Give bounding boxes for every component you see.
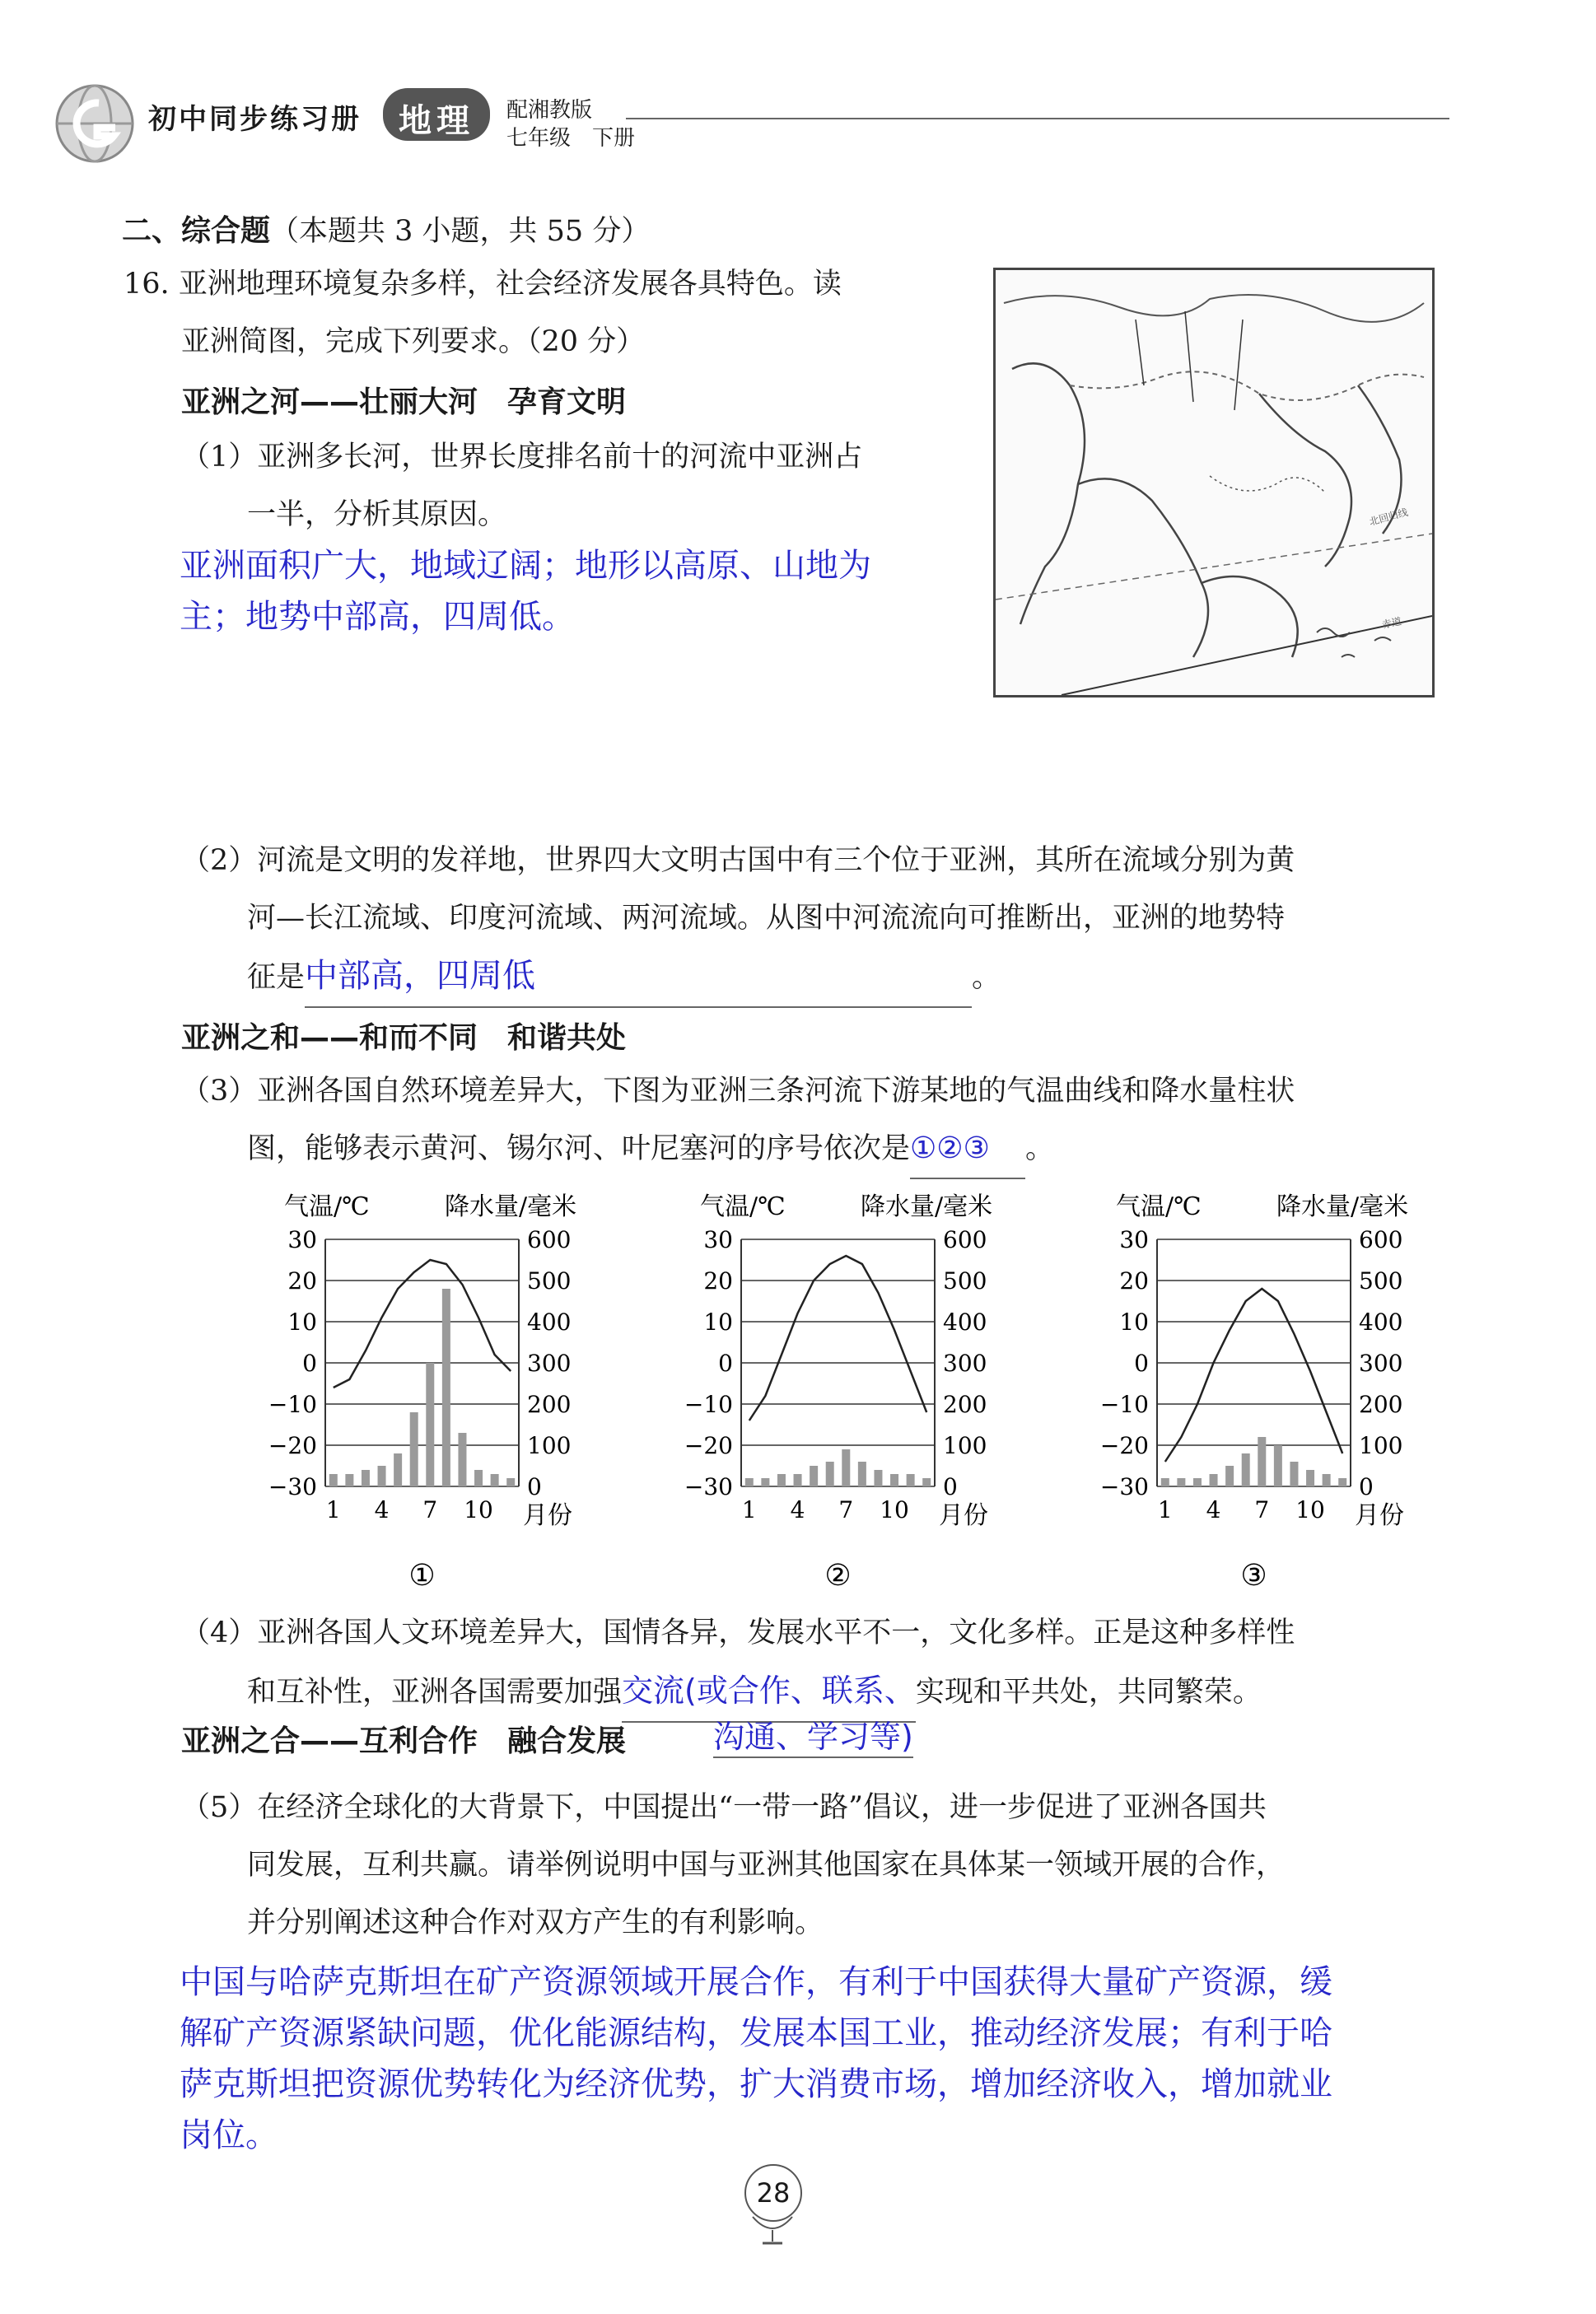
part-5-line1: （5）在经济全球化的大背景下，中国提出“一带一路”倡议，进一步促进了亚洲各国共 [181, 1791, 1267, 1824]
chart-precip-tick: 200 [943, 1391, 987, 1418]
precip-bar [907, 1474, 915, 1486]
answer-2: 中部高，四周低 [305, 957, 536, 995]
precip-bar [1323, 1474, 1331, 1486]
part-5 [181, 1779, 1285, 1952]
precip-bar [761, 1478, 769, 1486]
chart-temp-tick: −10 [684, 1391, 733, 1418]
precip-bar [874, 1470, 882, 1486]
q16-intro-line1: 亚洲地理环境复杂多样，社会经济发展各具特色。读 [178, 268, 842, 301]
chart-xlabel: 月份 [1355, 1501, 1404, 1530]
precip-bar [858, 1462, 866, 1486]
chart-month-tick: 10 [464, 1496, 493, 1523]
asia-map [993, 268, 1435, 697]
chart-xlabel: 月份 [523, 1501, 572, 1530]
globe-stand-icon [749, 2215, 796, 2248]
part-1-line1: （1）亚洲多长河，世界长度排名前十的河流中亚洲占 [181, 441, 863, 474]
part-1-line2: 一半，分析其原因。 [247, 498, 507, 531]
header-rule [626, 118, 1449, 119]
chart-temp-tick: −10 [268, 1391, 317, 1418]
precip-bar [922, 1478, 931, 1486]
book-title: 初中同步练习册 [148, 103, 362, 136]
chart-id-label: ② [824, 1559, 852, 1593]
subject-text: 地理 [399, 102, 474, 140]
part-2-line1: （2）河流是文明的发祥地，世界四大文明古国中有三个位于亚洲，其所在流域分别为黄 [181, 844, 1295, 877]
precip-bar [1274, 1445, 1282, 1486]
chart-month-tick: 1 [325, 1496, 341, 1523]
grade-label: 七年级 下册 [506, 126, 636, 151]
chart-temp-tick: 10 [703, 1309, 733, 1336]
precip-bar [442, 1289, 450, 1486]
chart-ylabel-right: 降水量/毫米 [1276, 1192, 1409, 1221]
chart-precip-tick: 500 [943, 1267, 987, 1295]
part-4-line1: （4）亚洲各国人文环境差异大，国情各异，发展水平不一，文化多样。正是这种多样性 [181, 1617, 1295, 1649]
climate-charts [247, 1182, 1449, 1593]
chart-month-tick: 10 [880, 1496, 909, 1523]
precip-bar [1193, 1478, 1202, 1486]
chart-precip-tick: 400 [1359, 1309, 1403, 1336]
answer-1-line2: 主；地势中部高，四周低。 [180, 598, 575, 636]
chart-ylabel-right: 降水量/毫米 [445, 1192, 577, 1221]
chart-temp-tick: 20 [703, 1267, 733, 1295]
answer-2-blank [305, 947, 972, 1008]
chart-temp-tick: 20 [287, 1267, 317, 1295]
part-4 [181, 1604, 1295, 1723]
chart-id-label: ③ [1240, 1559, 1267, 1593]
tropic-label: 北回归线 [1368, 506, 1410, 528]
precip-bar [777, 1474, 786, 1486]
chart-precip-tick: 400 [527, 1309, 572, 1336]
precip-bar [810, 1466, 818, 1486]
part-2-line3-prefix: 征是 [247, 961, 306, 994]
precip-bar [506, 1478, 515, 1486]
chart-ylabel-left: 气温/℃ [1116, 1192, 1202, 1221]
precip-bar [1306, 1470, 1314, 1486]
chart-precip-tick: 0 [527, 1473, 542, 1500]
chart-precip-tick: 0 [1359, 1473, 1374, 1500]
precip-bar [378, 1466, 386, 1486]
precip-bar [329, 1474, 338, 1486]
chart-precip-tick: 200 [1359, 1391, 1403, 1418]
chart-month-tick: 4 [790, 1496, 805, 1523]
temperature-curve [1165, 1289, 1342, 1462]
answer-3-blank [910, 1120, 1025, 1179]
chart-temp-tick: −20 [684, 1432, 733, 1459]
part-2-line2: 河—长江流域、印度河流域、两河流域。从图中河流流向可推断出，亚洲的地势特 [247, 902, 1286, 935]
chart-precip-tick: 100 [527, 1432, 572, 1459]
precip-bar [1161, 1478, 1169, 1486]
answer-1 [180, 540, 871, 642]
equator-label: 赤道 [1380, 615, 1403, 631]
theme-3: 亚洲之合——互利合作 融合发展 [181, 1724, 627, 1758]
chart-temp-tick: −20 [1099, 1432, 1149, 1459]
chart-temp-tick: 30 [287, 1226, 317, 1253]
precip-bar [1258, 1437, 1266, 1486]
chart-precip-tick: 300 [527, 1350, 572, 1377]
chart-ylabel-left: 气温/℃ [700, 1192, 786, 1221]
part-4-line2-suffix: 实现和平共处，共同繁荣。 [915, 1676, 1262, 1709]
chart-precip-tick: 500 [1359, 1267, 1403, 1295]
chart-temp-tick: 30 [1119, 1226, 1149, 1253]
precip-bar [890, 1474, 898, 1486]
part-2-end: 。 [972, 961, 1001, 994]
chart-precip-tick: 600 [943, 1226, 987, 1253]
chart-ylabel-right: 降水量/毫米 [861, 1192, 993, 1221]
precip-bar [426, 1363, 434, 1486]
chart-temp-tick: 0 [718, 1350, 733, 1377]
precip-bar [394, 1453, 402, 1486]
chart-month-tick: 1 [741, 1496, 757, 1523]
answer-5-line4: 岗位。 [180, 2116, 278, 2154]
answer-5-line1: 中国与哈萨克斯坦在矿产资源领域开展合作，有利于中国获得大量矿产资源，缓 [180, 1963, 1332, 2001]
chart-temp-tick: 10 [287, 1309, 317, 1336]
chart-month-tick: 7 [838, 1496, 854, 1523]
chart-temp-tick: 10 [1119, 1309, 1149, 1336]
chart-temp-tick: 20 [1119, 1267, 1149, 1295]
chart-precip-tick: 200 [527, 1391, 572, 1418]
chart-precip-tick: 600 [1359, 1226, 1403, 1253]
section-note: （本题共 3 小题，共 55 分） [270, 215, 651, 248]
precip-bar [345, 1474, 353, 1486]
chart-temp-tick: 0 [302, 1350, 317, 1377]
chart-month-tick: 7 [422, 1496, 438, 1523]
part-1 [181, 428, 862, 544]
chart-month-tick: 10 [1295, 1496, 1325, 1523]
section-title: 二、综合题 [122, 214, 271, 248]
precip-bar [794, 1474, 802, 1486]
part-3-line2-prefix: 图，能够表示黄河、锡尔河、叶尼塞河的序号依次是 [247, 1132, 911, 1165]
part-2 [181, 832, 1295, 1008]
precip-bar [1210, 1474, 1218, 1486]
chart-precip-tick: 100 [943, 1432, 987, 1459]
chart-temp-tick: 30 [703, 1226, 733, 1253]
chart-id-label: ① [408, 1559, 436, 1593]
answer-4-part2: 沟通、学习等) [713, 1711, 913, 1758]
chart-temp-tick: −30 [268, 1473, 317, 1500]
chart-precip-tick: 600 [527, 1226, 572, 1253]
chart-ylabel-left: 气温/℃ [284, 1192, 370, 1221]
part-3 [181, 1062, 1295, 1179]
part-3-end: 。 [1025, 1132, 1055, 1165]
precip-bar [1242, 1453, 1250, 1486]
chart-temp-tick: −20 [268, 1432, 317, 1459]
chart-xlabel: 月份 [939, 1501, 988, 1530]
precip-bar [491, 1474, 499, 1486]
page-number-badge [744, 2164, 802, 2222]
answer-1-line1: 亚洲面积广大，地域辽阔；地形以高原、山地为 [180, 547, 871, 585]
chart-temp-tick: −30 [1099, 1473, 1149, 1500]
header [49, 78, 1449, 169]
precip-bar [1225, 1466, 1234, 1486]
answer-5-line2: 解矿产资源紧缺问题，优化能源结构，发展本国工业，推动经济发展；有利于哈 [180, 2014, 1332, 2052]
precip-bar [1290, 1462, 1298, 1486]
precip-bar [745, 1478, 754, 1486]
answer-5-line3: 萨克斯坦把资源优势转化为经济优势，扩大消费市场，增加经济收入，增加就业 [180, 2065, 1332, 2103]
chart-precip-tick: 0 [943, 1473, 958, 1500]
globe-logo-icon [49, 78, 140, 169]
answer-5 [180, 1957, 1332, 2161]
precip-bar [826, 1462, 834, 1486]
chart-month-tick: 1 [1157, 1496, 1173, 1523]
precip-bar [842, 1449, 850, 1486]
precip-bar [1338, 1478, 1346, 1486]
q16-intro [124, 255, 842, 371]
climate-charts-svg [247, 1182, 1449, 1593]
edition-label: 配湘教版 [506, 98, 593, 123]
theme-1: 亚洲之河——壮丽大河 孕育文明 [181, 385, 627, 419]
subject-badge [383, 88, 490, 141]
asia-map-drawing [996, 270, 1432, 695]
part-5-line3: 并分别阐述这种合作对双方产生的有利影响。 [247, 1906, 824, 1939]
precip-bar [474, 1470, 483, 1486]
temperature-curve [334, 1260, 511, 1388]
chart-precip-tick: 300 [1359, 1350, 1403, 1377]
chart-precip-tick: 300 [943, 1350, 987, 1377]
precip-bar [362, 1470, 370, 1486]
chart-month-tick: 4 [1206, 1496, 1221, 1523]
part-5-line2: 同发展，互利共赢。请举例说明中国与亚洲其他国家在具体某一领域开展的合作， [247, 1849, 1286, 1882]
answer-4-part1: 交流(或合作、联系、 [622, 1673, 916, 1709]
chart-precip-tick: 500 [527, 1267, 572, 1295]
part-4-line2-prefix: 和互补性，亚洲各国需要加强 [247, 1676, 623, 1709]
q16-number: 16. [124, 268, 170, 301]
chart-month-tick: 7 [1254, 1496, 1270, 1523]
page-number: 28 [756, 2177, 791, 2209]
precip-bar [458, 1433, 466, 1486]
chart-month-tick: 4 [374, 1496, 390, 1523]
chart-precip-tick: 400 [943, 1309, 987, 1336]
part-3-line1: （3）亚洲各国自然环境差异大，下图为亚洲三条河流下游某地的气温曲线和降水量柱状 [181, 1075, 1295, 1108]
chart-temp-tick: 0 [1134, 1350, 1149, 1377]
section-heading [122, 208, 650, 250]
chart-temp-tick: −10 [1099, 1391, 1149, 1418]
precip-bar [1177, 1478, 1185, 1486]
chart-temp-tick: −30 [684, 1473, 733, 1500]
answer-3: ①②③ [910, 1131, 990, 1165]
theme-2: 亚洲之和——和而不同 和谐共处 [181, 1021, 627, 1055]
q16-intro-line2: 亚洲简图，完成下列要求。（20 分） [181, 325, 646, 358]
precip-bar [410, 1412, 418, 1486]
chart-precip-tick: 100 [1359, 1432, 1403, 1459]
